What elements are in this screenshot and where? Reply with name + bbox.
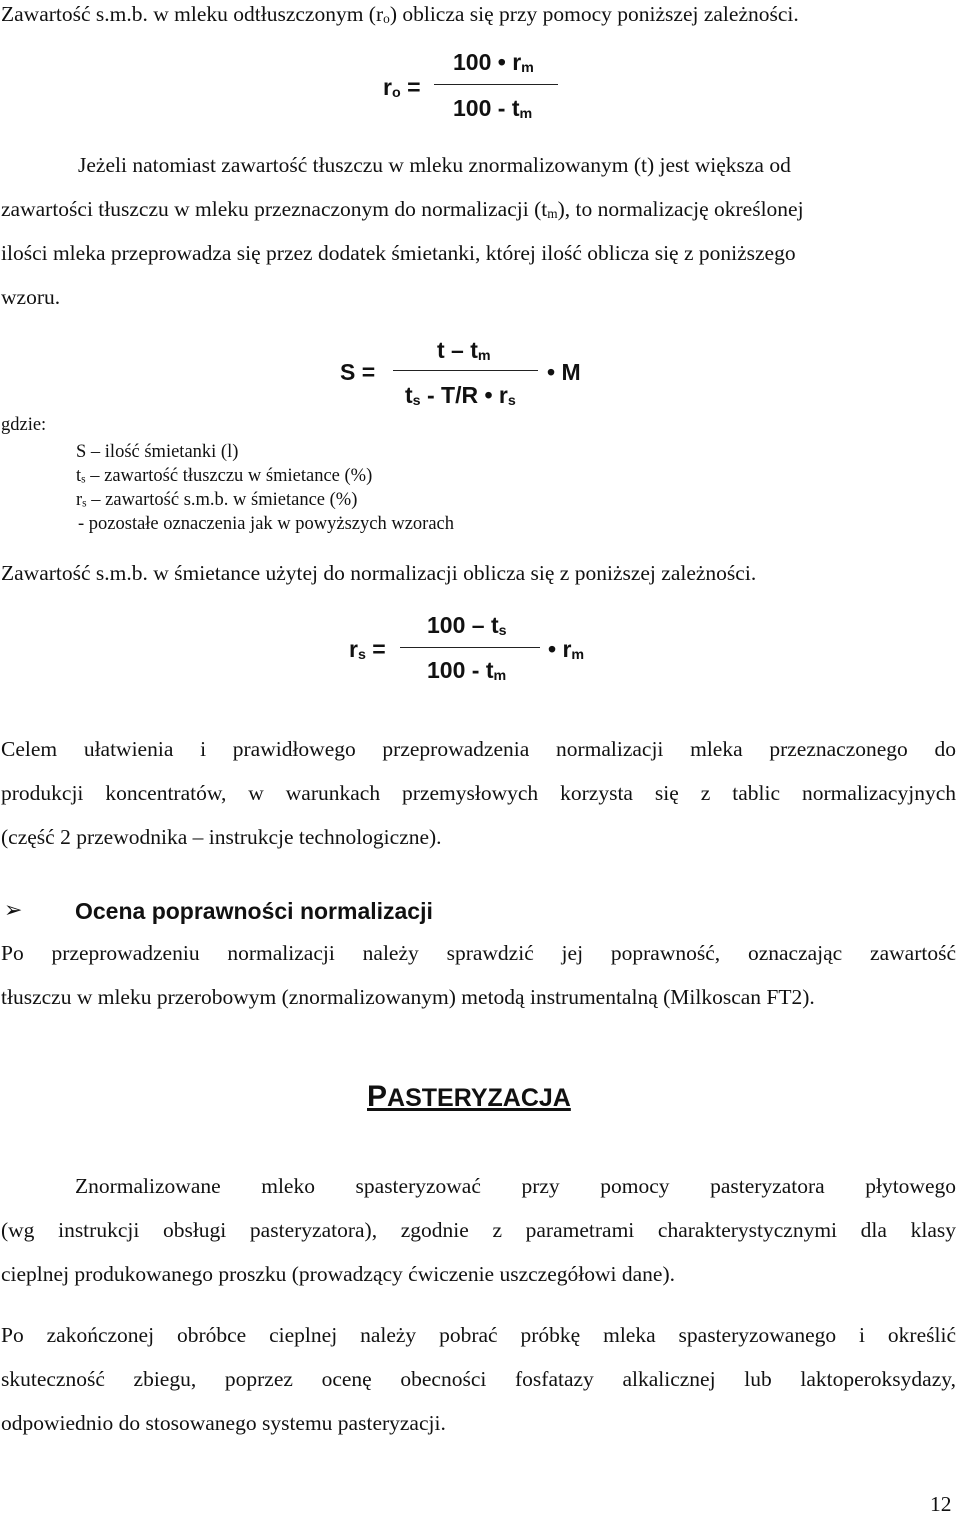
para5-line1: Po zakończonej obróbce cieplnej należy pobrać próbkę mleka spasteryzowanego i określić [1,1323,956,1347]
legend-item-rs: $r_s$ – zawartość s.m.b. w śmietance (%) [76,490,358,510]
legend-item-ts: $t_s$ – zawartość tłuszczu w śmietance (%) [76,466,373,486]
eq3-numerator: $100 - t_s$ [427,612,507,640]
legend-item-s: S – ilość śmietanki (l) [76,442,239,462]
eq2-lhs: S = [340,359,376,385]
eq2-denominator: $t_s - T/R$ • $r_s$ [405,382,516,410]
para1-line2: zawartości tłuszczu w mleku przeznaczonym do normalizacji $(t_m)$, to normalizację określonej [1,197,804,221]
para3-line1: Po przeprowadzeniu normalizacji należy sprawdzić jej poprawność, oznaczając zawartość [1,941,956,965]
smb-cream-line: Zawartość s.m.b. w śmietance użytej do normalizacji oblicza się z poniższej zależności. [1,561,757,585]
eq2-fraction-line [393,370,538,371]
legend-note: - pozostałe oznaczenia jak w powyższych wzorach [78,514,454,534]
para5-line3: odpowiednio do stosowanego systemu pasteryzacji. [1,1411,446,1435]
para2-line2: produkcji koncentratów, w warunkach przemysłowych korzysta się z tablic normalizacyjnych [1,781,956,805]
bullet-arrow-icon: ➢ [4,897,23,922]
eq1-denominator: $100 - t_m$ [453,95,533,123]
para4-line1: Znormalizowane mleko spasteryzować przy pomocy pasteryzatora płytowego [75,1174,956,1198]
intro-line: Zawartość s.m.b. w mleku odtłuszczonym $(r_o)$ oblicza się przy pomocy poniższej zależności. [1,2,799,26]
eq3-rhs: • $r_m$ [548,636,585,664]
para4-line2: (wg instrukcji obsługi pasteryzatora), zgodnie z parametrami charakterystycznymi dla klasy [1,1218,956,1242]
chapter-title: PASTERYZACJA [367,1080,571,1113]
page-number: 12 [930,1492,952,1516]
eq3-lhs: $r_s$ = [349,636,386,664]
para3-line2: tłuszczu w mleku przerobowym (znormalizowanym) metodą instrumentalną (Milkoscan FT2). [1,985,815,1009]
eq3-fraction-line [400,647,540,648]
eq2-numerator: t – $t_m$ [437,337,491,365]
legend-label: gdzie: [1,415,47,435]
para2-line1: Celem ułatwienia i prawidłowego przeprowadzenia normalizacji mleka przeznaczonego do [1,737,956,761]
eq3-denominator: $100 - t_m$ [427,657,507,685]
para4-line3: cieplnej produkowanego proszku (prowadzący ćwiczenie uszczegółowi dane). [1,1262,675,1286]
para5-line2: skuteczność zbiegu, poprzez ocenę obecności fosfatazy alkalicznej lub laktoperoksydazy, [1,1367,956,1391]
section-heading: Ocena poprawności normalizacji [75,898,433,924]
para1-line4: wzoru. [1,285,61,309]
eq1-lhs: $r_o$ = [383,74,421,102]
eq2-rhs: • M [547,359,581,385]
para1-line1: Jeżeli natomiast zawartość tłuszczu w mleku znormalizowanym (t) jest większa od [78,153,791,177]
eq1-fraction-line [434,84,558,85]
para2-line3: (część 2 przewodnika – instrukcje technologiczne). [1,825,442,849]
eq1-numerator: 100 • $r_m$ [453,49,534,77]
para1-line3: ilości mleka przeprowadza się przez dodatek śmietanki, której ilość oblicza się z poniższego [1,241,796,265]
